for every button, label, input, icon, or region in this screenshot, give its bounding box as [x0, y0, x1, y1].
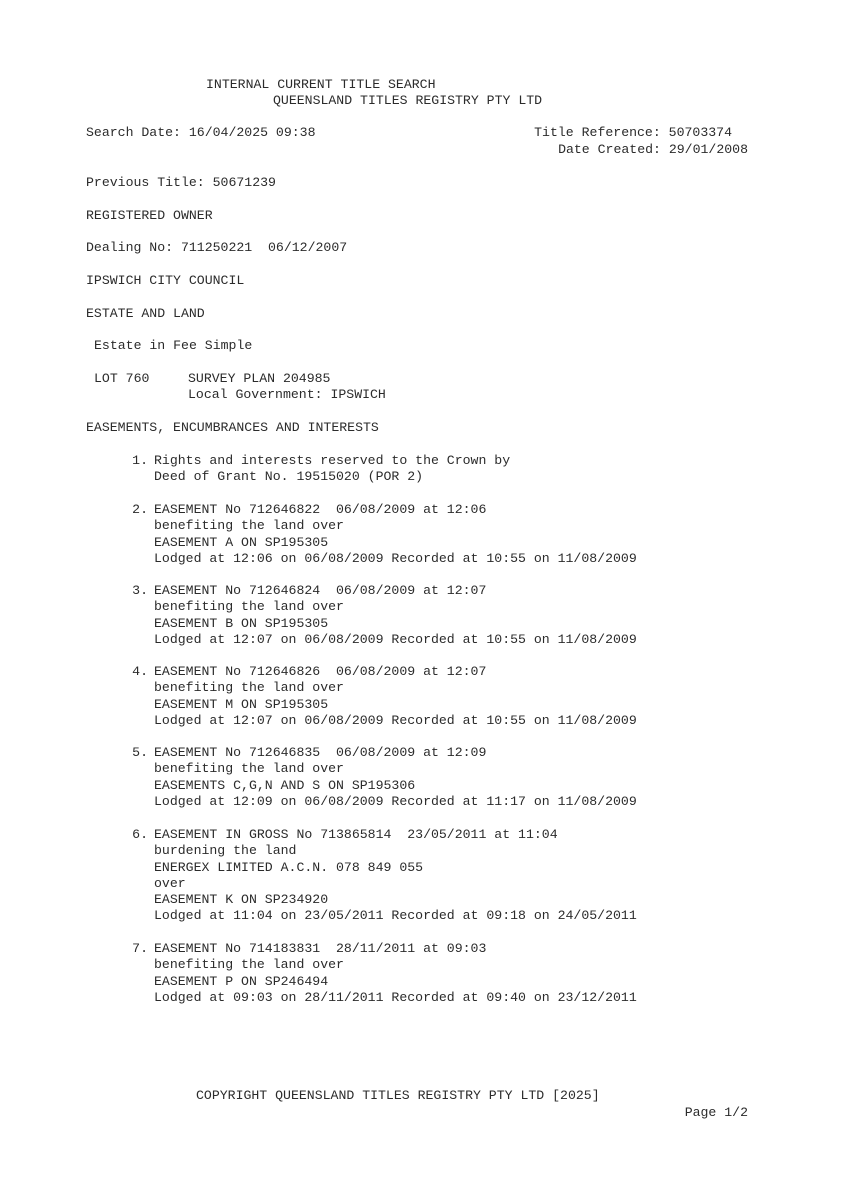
- registry-name: QUEENSLAND TITLES REGISTRY PTY LTD: [273, 93, 543, 108]
- item-line: EASEMENT No 712646835 06/08/2009 at 12:09: [154, 745, 487, 760]
- item-line: EASEMENT P ON SP246494: [154, 973, 329, 989]
- item-line: EASEMENT A ON SP195305: [154, 534, 329, 550]
- item-line: EASEMENT IN GROSS No 713865814 23/05/2011 at 11:04: [154, 827, 558, 842]
- item-number: 2.: [132, 502, 148, 517]
- estate-and-land-heading: ESTATE AND LAND: [86, 306, 205, 321]
- item-line: burdening the land: [154, 843, 297, 859]
- item-line: EASEMENT No 714183831 28/11/2011 at 09:03: [154, 941, 487, 956]
- item-line: benefiting the land over: [154, 518, 344, 534]
- item-number: 7.: [132, 941, 148, 956]
- item-number: 4.: [132, 664, 148, 679]
- item-line: EASEMENT M ON SP195305: [154, 696, 329, 712]
- item-text: [154, 664, 637, 729]
- item-text: [154, 745, 637, 810]
- estate-type: Estate in Fee Simple: [94, 338, 253, 353]
- owner-name: IPSWICH CITY COUNCIL: [86, 273, 245, 288]
- item-line: Deed of Grant No. 19515020 (POR 2): [154, 469, 424, 485]
- item-line: Lodged at 12:06 on 06/08/2009 Recorded at 10:55 on 11/08/2009: [154, 550, 637, 566]
- item-line: Lodged at 09:03 on 28/11/2011 Recorded at 09:40 on 23/12/2011: [154, 989, 637, 1005]
- previous-title: Previous Title: 50671239: [86, 175, 276, 190]
- item-line: Lodged at 12:07 on 06/08/2009 Recorded at 10:55 on 11/08/2009: [154, 712, 637, 728]
- item-number: 6.: [132, 827, 148, 842]
- item-line: Rights and interests reserved to the Crown by: [154, 453, 511, 468]
- item-number: 5.: [132, 745, 148, 760]
- survey-plan: SURVEY PLAN 204985: [188, 371, 331, 386]
- item-line: ENERGEX LIMITED A.C.N. 078 849 055: [154, 859, 424, 875]
- item-line: EASEMENT B ON SP195305: [154, 615, 329, 631]
- page-number: Page 1/2: [684, 1105, 748, 1120]
- local-government: Local Government: IPSWICH: [188, 387, 386, 402]
- item-text: [154, 827, 637, 925]
- item-number: 1.: [132, 453, 148, 468]
- item-line: EASEMENT K ON SP234920: [154, 892, 329, 908]
- item-number: 3.: [132, 583, 148, 598]
- document-title: INTERNAL CURRENT TITLE SEARCH: [206, 77, 436, 92]
- item-text: [154, 583, 637, 648]
- item-line: benefiting the land over: [154, 680, 344, 696]
- item-line: EASEMENT No 712646826 06/08/2009 at 12:07: [154, 664, 487, 679]
- search-date: Search Date: 16/04/2025 09:38: [86, 125, 316, 140]
- item-line: over: [154, 875, 186, 891]
- dealing-number: Dealing No: 711250221 06/12/2007: [86, 240, 348, 255]
- item-text: [154, 941, 637, 1006]
- item-line: EASEMENT No 712646824 06/08/2009 at 12:07: [154, 583, 487, 598]
- item-line: EASEMENTS C,G,N AND S ON SP195306: [154, 777, 416, 793]
- item-line: benefiting the land over: [154, 599, 344, 615]
- date-created: Date Created: 29/01/2008: [558, 142, 748, 157]
- item-line: benefiting the land over: [154, 957, 344, 973]
- item-line: Lodged at 12:07 on 06/08/2009 Recorded at 10:55 on 11/08/2009: [154, 631, 637, 647]
- item-text: [154, 453, 510, 486]
- item-line: Lodged at 11:04 on 23/05/2011 Recorded at 09:18 on 24/05/2011: [154, 908, 637, 924]
- item-line: EASEMENT No 712646822 06/08/2009 at 12:06: [154, 502, 487, 517]
- title-reference: Title Reference: 50703374: [534, 125, 732, 140]
- copyright-notice: COPYRIGHT QUEENSLAND TITLES REGISTRY PTY LTD [2025]: [196, 1088, 600, 1103]
- item-line: benefiting the land over: [154, 761, 344, 777]
- item-line: Lodged at 12:09 on 06/08/2009 Recorded at 11:17 on 11/08/2009: [154, 793, 637, 809]
- registered-owner-heading: REGISTERED OWNER: [86, 208, 213, 223]
- easements-heading: EASEMENTS, ENCUMBRANCES AND INTERESTS: [86, 420, 379, 435]
- item-text: [154, 502, 637, 567]
- lot-number: LOT 760: [94, 371, 150, 386]
